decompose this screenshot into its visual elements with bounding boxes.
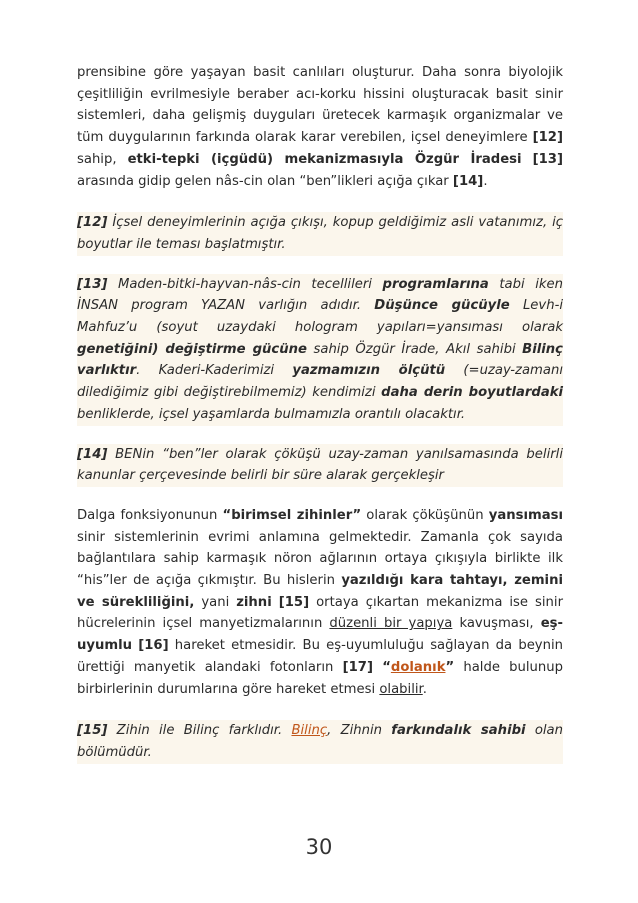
bold-phrase: etki-tepki (içgüdü) mekanizmasıyla Özgür İradesi [127,151,522,167]
text-run [373,660,382,675]
bold-phrase: daha derin boyutlardaki [381,385,564,401]
body-paragraph-2 [77,505,563,700]
footnote-label: [13] [77,276,108,292]
text-run: , Zihnin [327,723,392,739]
text-run: sahip Özgür İrade, Akıl sahibi [306,341,523,357]
footnote-label: [14] [77,446,108,462]
bold-phrase: yazmamızın ölçütü [292,363,446,379]
bold-phrase: programlarına [382,276,489,292]
text-run [272,595,279,610]
footnote-ref-15[interactable]: [15] [278,594,310,610]
text-run: . [422,681,427,697]
text-run: olarak çöküşünün [361,507,489,523]
text-run: (=uzay-zamanı dilediğimiz gibi değiştirebilmemiz) kendimizi [77,363,564,401]
text-run: benliklerde, içsel yaşamlarda bulmamızla orantılı olacaktır. [77,406,466,422]
footnote-ref-12[interactable]: [12] [532,130,563,146]
text-run: Maden-bitki-hayvan-nâs-cin tecellileri [107,276,383,292]
text-run: kavuşması, [452,616,541,632]
text-run: tabi iken İNSAN program YAZAN varlığın adıdır. [77,276,563,314]
bold-phrase: Bilinç varlıktır [77,341,563,379]
text-run: prensibine göre yaşayan basit canlıları oluşturur. Daha sonra biyolojik çeşitliliğin evrilmesiyle beraber acı-korku hissini oluşturacak basit sinir sistemleri, daha gelişmiş duyguları üretecek karmaşık organizmalar ve tüm duygularının farkında olarak karar verebilen, içsel deneyimlere [77,65,563,146]
text-run: ortaya çıkartan mekanizma ise sinir hücrelerinin içsel manyetizmalarının [77,594,563,632]
text-run: Zihin ile Bilinç farklıdır. [107,723,292,739]
text-run [522,152,533,167]
text-run: yani [194,594,237,610]
page-content [77,62,563,764]
text-run: Levh-i Mahfuz’u (soyut uzaydaki hologram yapıları=yansıması olarak [77,298,563,336]
footnote-13 [77,274,563,426]
quote-mark: “ [382,659,391,675]
text-run: . Kaderi-Kaderimizi [136,363,293,379]
bold-phrase: genetiğini) değiştirme gücüne [77,341,307,357]
underlined-link[interactable]: düzenli bir yapıya [329,616,453,632]
text-run: sahip, [77,151,128,167]
dolanik-link[interactable]: dolanık [390,659,446,675]
footnote-ref-17[interactable]: [17] [342,659,373,675]
bold-phrase: eş-uyumlu [77,616,563,654]
footnote-ref-16[interactable]: [16] [138,638,169,654]
footnote-label: [12] [77,215,108,231]
text-run: olan bölümüdür. [77,723,564,760]
text-run: . Bu eş-uyumluluğu sağlayan da beynin ürettiği manyetik alandaki fotonların [77,638,563,675]
footnote-15 [77,720,563,763]
page-number: 30 [305,835,333,859]
text-run: . [483,173,488,189]
footnote-ref-13[interactable]: [13] [532,151,563,167]
footnote-12 [77,212,563,255]
footnote-ref-14[interactable]: [14] [452,173,484,189]
bold-phrase: “birimsel zihinler” [222,507,362,523]
footnote-14 [77,444,563,487]
quote-mark: ” [445,659,455,675]
bold-phrase: yazıldığı kara tahtayı, zemini ve sürekliliğini, [77,573,563,610]
bold-phrase: Düşünce gücüyle [374,298,510,314]
body-paragraph-1 [77,62,563,192]
text-run: sinir sistemlerinin evrimi anlamına gelmektedir. Zamanla çok sayıda bağlantılara sahip karmaşık nöron ağlarının ortaya çıkışıyla birlikte ilk “his”ler de açığa çıkmıştır. Bu hislerin [77,529,563,589]
text-run: halde bulunup birbirlerinin durumlarına göre hareket etmesi [77,659,563,697]
bold-phrase: zihni [236,594,272,610]
bilinc-link[interactable]: Bilinç [291,723,328,739]
text-run: hareket etmesidir [168,638,293,654]
text-run: arasında gidip gelen nâs-cin olan “ben”likleri açığa çıkar [77,173,453,189]
olabilir-link[interactable]: olabilir [379,681,423,697]
footnote-text: İçsel deneyimlerinin açığa çıkışı, kopup geldiğimiz asli vatanımız, iç boyutlar ile teması başlatmıştır. [77,215,563,252]
footnote-label: [15] [77,723,108,739]
text-run: Dalga fonksiyonunun [77,507,223,523]
footnote-text: BENin “ben”ler olarak çöküşü uzay-zaman yanılsamasında belirli kanunlar çerçevesinde belirli bir süre alarak gerçekleşir [77,446,563,484]
bold-phrase: yansıması [488,507,563,523]
bold-phrase: farkındalık sahibi [391,723,526,739]
